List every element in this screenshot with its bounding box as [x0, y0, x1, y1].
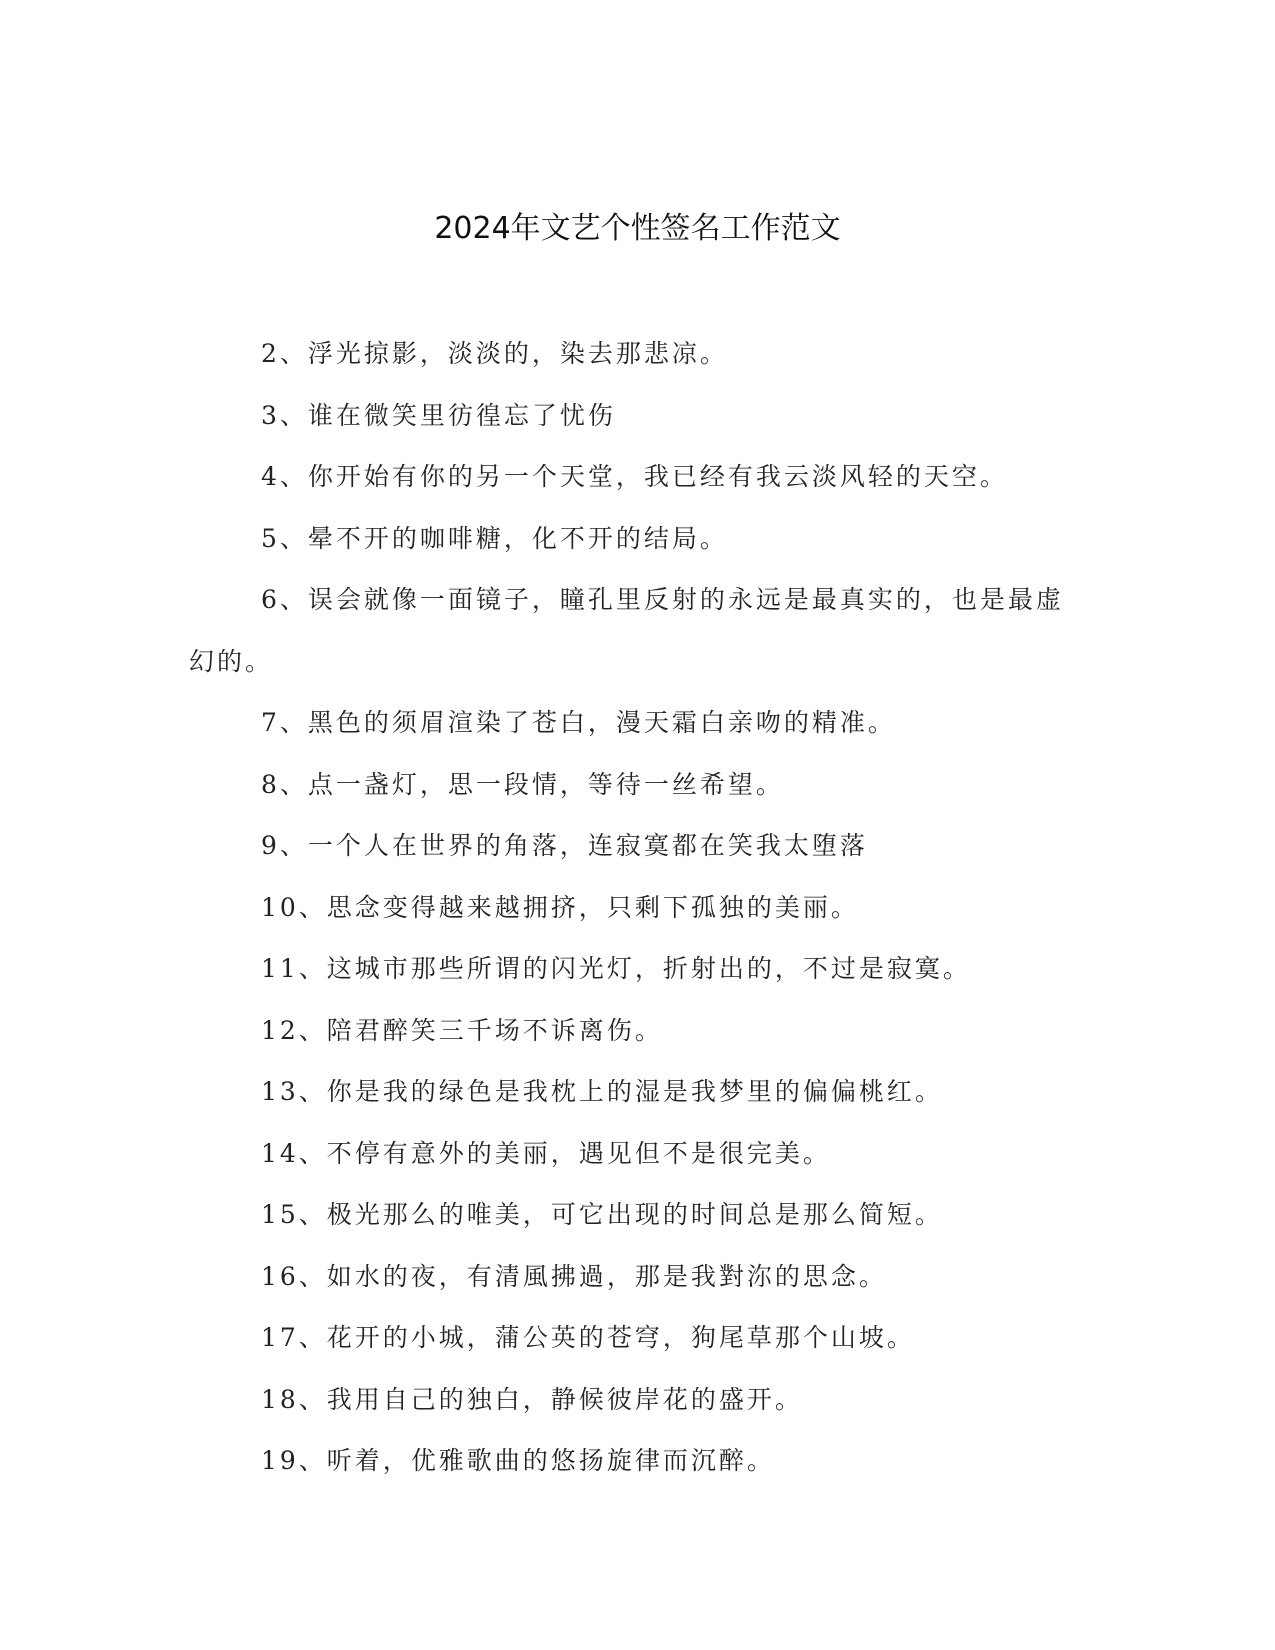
list-item: 15、极光那么的唯美，可它出现的时间总是那么简短。	[261, 1200, 943, 1229]
list-item: 8、点一盏灯，思一段情，等待一丝希望。	[261, 769, 784, 799]
list-item: 13、你是我的绿色是我枕上的湿是我梦里的偏偏桃红。	[261, 1077, 943, 1106]
list-item: 6、误会就像一面镜子，瞳孔里反射的永远是最真实的，也是最虚幻的。	[189, 585, 1064, 676]
list-item: 14、不停有意外的美丽，遇见但不是很完美。	[261, 1138, 831, 1168]
list-item: 18、我用自己的独白，静候彼岸花的盛开。	[261, 1384, 803, 1414]
list-item: 5、晕不开的咖啡糖，化不开的结局。	[261, 523, 728, 553]
list-item: 4、你开始有你的另一个天堂，我已经有我云淡风轻的天空。	[261, 462, 1008, 491]
list-item: 17、花开的小城，蒲公英的苍穹，狗尾草那个山坡。	[261, 1323, 915, 1352]
list-item: 7、黑色的须眉渲染了苍白，漫天霜白亲吻的精准。	[261, 708, 896, 737]
list-item: 10、思念变得越来越拥挤，只剩下孤独的美丽。	[261, 892, 859, 922]
list-item: 12、陪君醉笑三千场不诉离伤。	[261, 1015, 663, 1045]
list-item: 11、这城市那些所谓的闪光灯，折射出的，不过是寂寞。	[261, 954, 971, 983]
list-item: 16、如水的夜，有清風拂過，那是我對沵的思念。	[261, 1261, 887, 1291]
list-item: 9、一个人在世界的角落，连寂寞都在笑我太堕落	[261, 831, 868, 860]
list-item: 2、浮光掠影，淡淡的，染去那悲凉。	[261, 339, 728, 368]
page-title: 2024年文艺个性签名工作范文	[434, 211, 841, 246]
list-item: 19、听着，优雅歌曲的悠扬旋律而沉醉。	[261, 1446, 775, 1475]
document-body	[189, 323, 1069, 1492]
list-item: 3、谁在微笑里彷徨忘了忧伤	[261, 400, 616, 430]
